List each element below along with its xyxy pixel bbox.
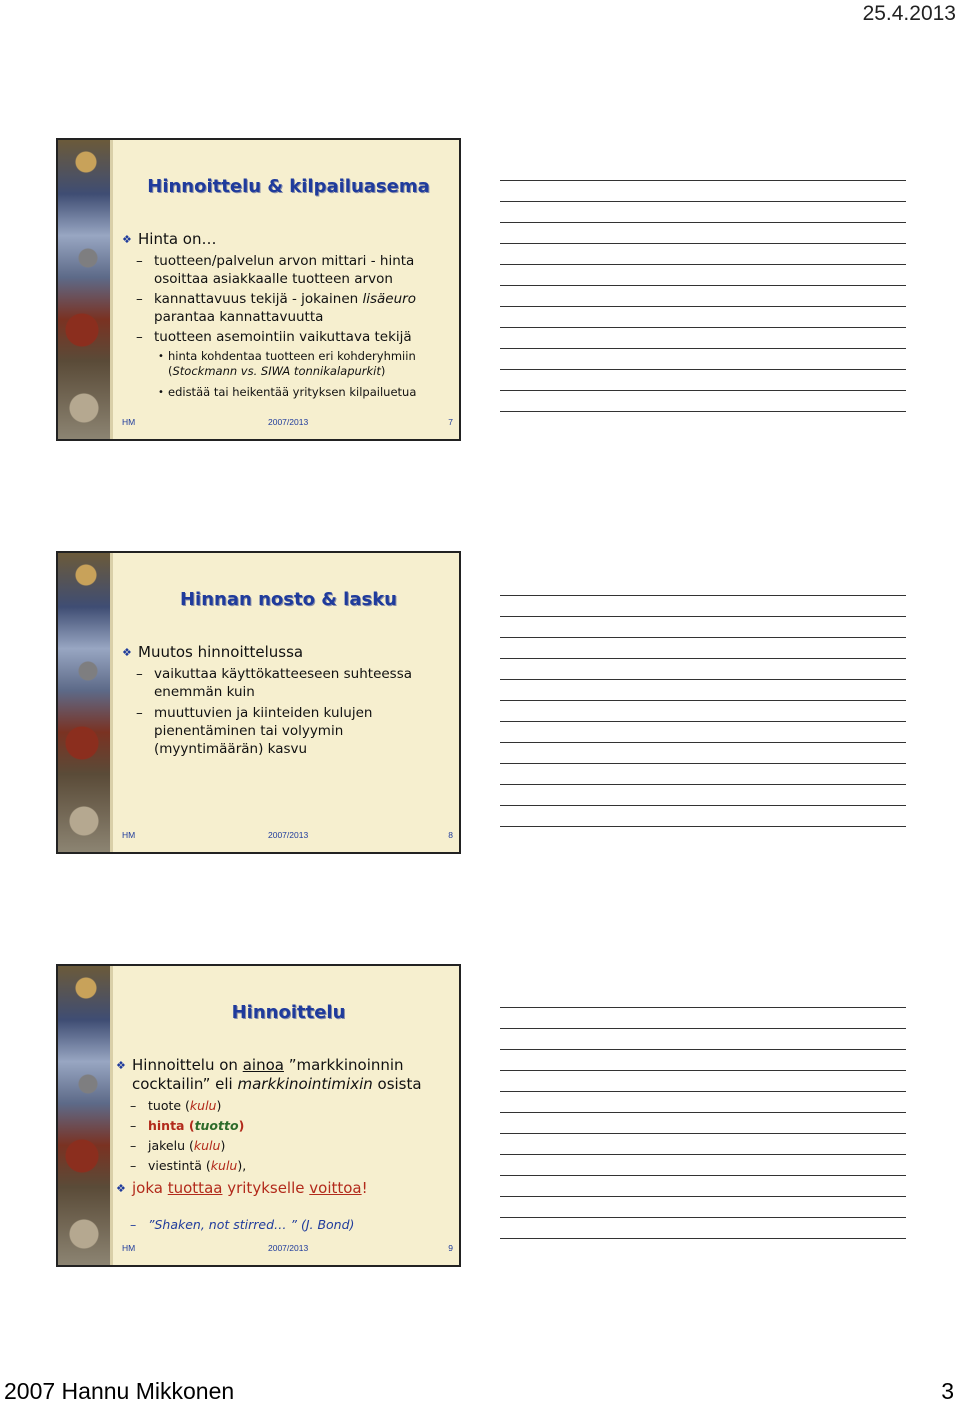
slide-footer-year: 2007/2013: [268, 1243, 309, 1253]
dash-item: [122, 290, 451, 326]
slide-7: [56, 138, 461, 441]
slide-body: [122, 643, 451, 758]
note-line: [500, 784, 906, 785]
slide-footer: [122, 417, 453, 429]
note-line: [500, 327, 906, 328]
note-line: [500, 306, 906, 307]
slide-title: Hinnan nosto & lasku: [179, 589, 397, 610]
bullet-item: ❖ Muutos hinnoittelussa: [122, 643, 451, 662]
note-lines-9: [500, 1007, 906, 1259]
text-span: hinta kohdentaa tuotteen eri kohderyhmiin (: [168, 349, 416, 378]
bullet-item: ❖ Hinta on…: [122, 230, 451, 249]
note-line: [500, 805, 906, 806]
slide-footer-author: HM: [122, 417, 136, 427]
text-span-red-bold: hinta (: [148, 1118, 195, 1133]
dash-item: [116, 1157, 451, 1175]
slide-number: 9: [448, 1243, 453, 1253]
note-line: [500, 1070, 906, 1071]
sub-item: [122, 349, 451, 379]
text-span-italic: markkinointimixin: [237, 1075, 373, 1093]
note-line: [500, 1154, 906, 1155]
slide-body: [116, 1056, 451, 1234]
dash-item: [116, 1097, 451, 1115]
text-span: ): [216, 1098, 222, 1113]
text-span-green: tuotto: [194, 1118, 239, 1133]
text-span-italic: Stockmann vs. SIWA tonnikalapurkit: [172, 364, 381, 378]
slide-number: 7: [448, 417, 453, 427]
page-date: 25.4.2013: [862, 2, 956, 25]
note-line: [500, 369, 906, 370]
slide-decoration-strip: [58, 140, 113, 439]
note-line: [500, 243, 906, 244]
note-line: [500, 658, 906, 659]
slide-decoration-strip: [58, 966, 113, 1265]
text-span: !: [361, 1179, 368, 1197]
text-span-red: kulu: [193, 1138, 221, 1153]
slide-footer-year: 2007/2013: [268, 417, 309, 427]
dash-item: [116, 1137, 451, 1155]
slide-title: Hinnoittelu: [231, 1002, 346, 1023]
dash-item: – muuttuvien ja kiinteiden kulujen pienentäminen tai volyymin (myyntimäärän) kasvu: [122, 704, 451, 758]
page-number: 3: [941, 1378, 954, 1404]
text-span-italic: lisäeuro: [362, 291, 416, 307]
slide-footer-author: HM: [122, 830, 136, 840]
note-line: [500, 1175, 906, 1176]
text-span: tuote (: [148, 1098, 190, 1113]
bullet-item: [116, 1179, 451, 1198]
note-line: [500, 826, 906, 827]
text-span: jakelu (: [148, 1138, 194, 1153]
text-span: parantaa kannattavuutta: [154, 309, 324, 325]
slide-decoration-strip: [58, 553, 113, 852]
slide-footer: [122, 1243, 453, 1255]
text-span: viestintä (: [148, 1158, 211, 1173]
note-line: [500, 390, 906, 391]
note-line: [500, 1196, 906, 1197]
note-line: [500, 1028, 906, 1029]
text-span: ”markkinoinnin cocktailin” eli: [132, 1056, 404, 1093]
text-span-red: kulu: [210, 1158, 238, 1173]
note-line: [500, 1112, 906, 1113]
note-line: [500, 721, 906, 722]
note-lines-7: [500, 180, 906, 432]
note-line: [500, 222, 906, 223]
note-line: [500, 1049, 906, 1050]
text-span: yritykselle: [222, 1179, 310, 1197]
slide-8: [56, 551, 461, 854]
text-span: kannattavuus tekijä - jokainen: [154, 291, 363, 307]
note-line: [500, 1238, 906, 1239]
text-span: ): [380, 364, 386, 378]
text-span-red: kulu: [189, 1098, 217, 1113]
note-line: [500, 411, 906, 412]
slide-footer-year: 2007/2013: [268, 830, 309, 840]
sub-item: • edistää tai heikentää yrityksen kilpailuetua: [122, 385, 451, 400]
bullet-item: [116, 1056, 451, 1094]
note-line: [500, 1007, 906, 1008]
dash-item: – tuotteen/palvelun arvon mittari - hinta osoittaa asiakkaalle tuotteen arvon: [122, 252, 451, 288]
text-span-red-bold: ): [238, 1118, 245, 1133]
text-span-underline: tuottaa: [167, 1179, 223, 1197]
dash-item: – tuotteen asemointiin vaikuttava tekijä: [122, 328, 451, 346]
page-footer-author: 2007 Hannu Mikkonen: [4, 1378, 235, 1404]
slide-body: [122, 230, 451, 400]
note-line: [500, 616, 906, 617]
text-span: osista: [372, 1075, 422, 1093]
slide-9: [56, 964, 461, 1267]
text-span: joka: [132, 1179, 168, 1197]
note-line: [500, 742, 906, 743]
slide-footer-author: HM: [122, 1243, 136, 1253]
note-line: [500, 679, 906, 680]
note-line: [500, 201, 906, 202]
dash-item: [116, 1117, 451, 1135]
note-line: [500, 180, 906, 181]
slide-number: 8: [448, 830, 453, 840]
note-line: [500, 595, 906, 596]
note-line: [500, 1091, 906, 1092]
note-lines-8: [500, 595, 906, 847]
slide-title: Hinnoittelu & kilpailuasema: [147, 176, 430, 197]
text-span: Hinnoittelu on: [132, 1056, 243, 1074]
note-line: [500, 763, 906, 764]
text-span-underline: voittoa: [309, 1179, 362, 1197]
note-line: [500, 285, 906, 286]
note-line: [500, 1217, 906, 1218]
dash-item: – vaikuttaa käyttökatteeseen suhteessa enemmän kuin: [122, 665, 451, 701]
dash-item: – ”Shaken, not stirred… ” (J. Bond): [116, 1216, 451, 1234]
text-span: ): [220, 1138, 226, 1153]
note-line: [500, 348, 906, 349]
note-line: [500, 1133, 906, 1134]
text-span-underline: ainoa: [242, 1056, 284, 1074]
note-line: [500, 637, 906, 638]
note-line: [500, 700, 906, 701]
slide-footer: [122, 830, 453, 842]
text-span: ),: [237, 1158, 247, 1173]
note-line: [500, 264, 906, 265]
